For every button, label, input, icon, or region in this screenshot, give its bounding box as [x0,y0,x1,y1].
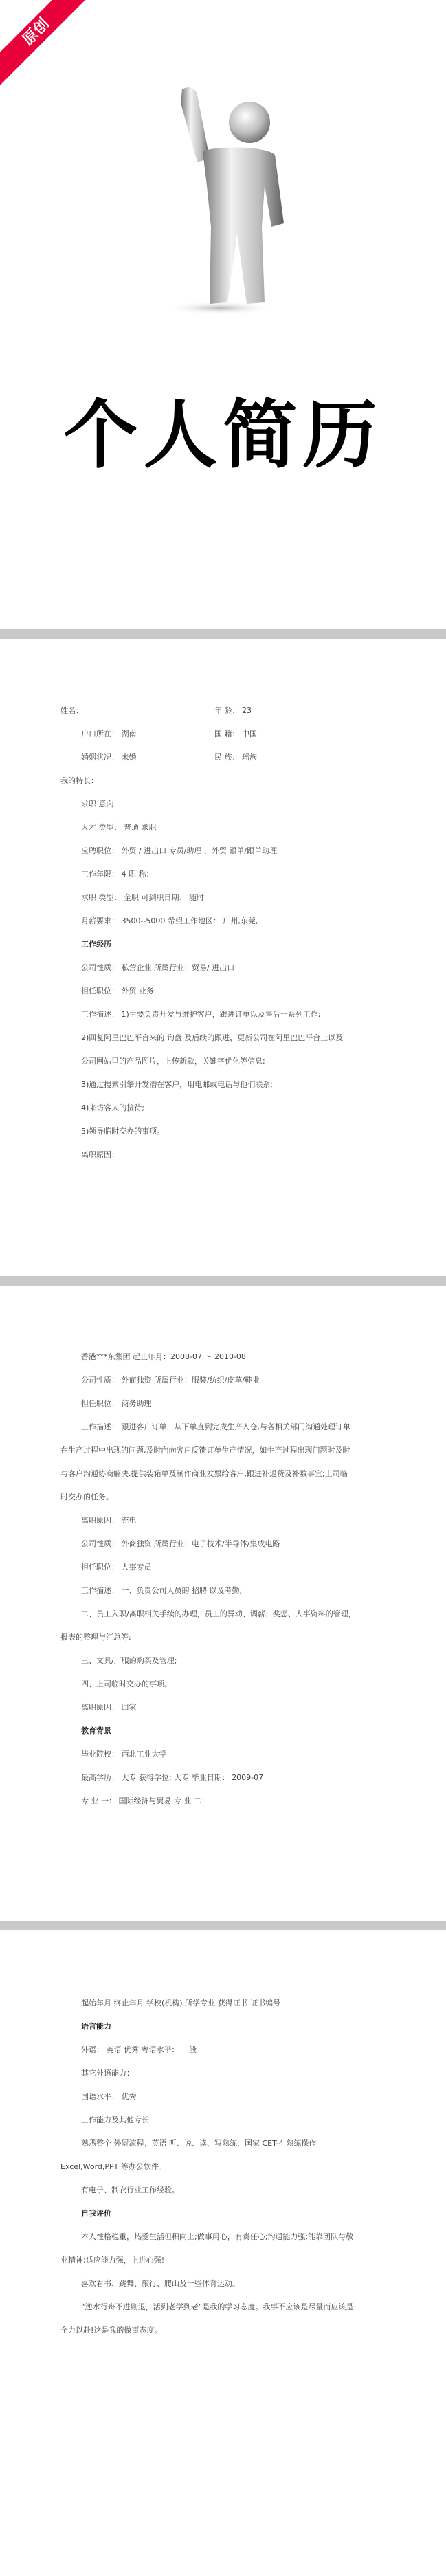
name-label: 姓名： [60,706,83,715]
section-divider [0,1921,446,1930]
job-desc-line: 时交办的任务。 [60,1493,113,1501]
job-type-field: 求职 类型： 全职 可到职日期： 随时 [81,893,204,902]
self-evaluation-line: 喜欢看书、跳舞、旅行、爬山及一些体育运动。 [81,2279,240,2288]
job-desc-line: 2)回复阿里巴巴平台来的 询盘 及后续的跟进，更新公司在阿里巴巴平台上以及 [81,1033,344,1042]
language-heading: 语言能力 [81,2022,111,2031]
section-divider [0,629,446,639]
job-desc-line: 3)通过搜索引擎开发潜在客户，用电邮或电话与他们联系; [81,1080,273,1089]
nationality-field: 国 籍： 中国 [214,729,257,738]
talent-type-field: 人才 类型： 普通 求职 [81,823,157,832]
position-field: 应聘职位： 外贸 / 进出口 专员/助理 ，外贸 跟单/跟单助理 [81,846,278,855]
leave-reason-field: 离职原因： 回家 [81,1703,137,1712]
job-desc-line: 工作描述： 1)主要负责开发与维护客户，跟进订单以及售后一系列工作; [81,1010,321,1019]
self-evaluation-heading: 自我评价 [81,2209,111,2218]
job-desc-line: 四、上司临时交办的事项。 [81,1680,172,1688]
self-evaluation-line: 业精神;适应能力强，上进心强! [60,2256,165,2265]
company-type-field: 公司性质： 外商独资 所属行业：服装/纺织/皮革/鞋业 [81,1376,260,1385]
self-evaluation-line: 全力以赴!这是我的做事态度。 [60,2326,162,2335]
job-desc-line: 三、文具/厂服的购买及管理; [81,1656,177,1665]
intent-heading: 求职 意向 [81,800,114,808]
self-evaluation-line: “逆水行舟不进则退，活到老学到老”是我的学习态度。我事不应该是尽量而应该是 [81,2302,354,2311]
job-desc-line: 二、员工入职/离职相关手续的办理，员工的异动、调薪、奖惩、人事资料的管理， [81,1609,356,1618]
company-type-field: 公司性质： 外商独资 所属行业：电子技术/半导体/集成电路 [81,1539,280,1548]
section-divider [0,1276,446,1286]
job-desc-line: 工作描述： 跟进客户订单，从下单直到完成生产入仓,与各相关部门沟通处理订单 [81,1422,350,1431]
degree-field: 最高学历： 大专 获得学位: 大专 毕业日期： 2009-07 [81,1773,264,1782]
job-desc-line: 4)来访客人的接待; [81,1103,144,1112]
leave-reason-field: 离职原因： 充电 [81,1516,137,1525]
skills-line: 有电子、制衣行业工作经验。 [81,2186,179,2194]
salary-field: 月薪要求： 3500--5000 希望工作地区： 广州,东莞, [81,916,258,925]
education-heading: 教育背景 [81,1726,111,1735]
age-field: 年 龄： 23 [214,706,252,715]
marital-field: 婚姻状况： 未婚 [81,753,137,762]
leave-reason-field: 离职原因： [81,1150,119,1159]
job-desc-line: 与客户沟通协商解决.提供装箱单及制作商业发票给客户,跟进补退货及补数事宜;上司临 [60,1469,348,1478]
company-name-field: 香港***东集团 起止年月：2008-07 ～ 2010-08 [81,1352,246,1361]
skills-line: Excel,Word,PPT 等办公软件。 [60,2162,166,2171]
job-title-field: 担任职位： 商务助理 [81,1399,152,1408]
original-badge: 原创 [0,0,91,87]
hukou-field: 户口所在： 湖南 [81,729,137,738]
job-desc-line: 工作描述： 一、负责公司人员的 招聘 以及考勤; [81,1586,243,1595]
job-desc-line: 5)领导临时交办的事项。 [81,1127,165,1136]
work-history-heading: 工作经历 [81,940,111,949]
foreign-language-field: 外语： 英语 优秀 粤语水平： 一般 [81,2045,197,2054]
years-field: 工作年限： 4 职 称： [81,870,154,879]
specialty-field: 我的特长： [60,776,98,785]
ethnic-field: 民 族： 瑶族 [214,753,257,762]
job-title-field: 担任职位： 外贸 业务 [81,987,154,995]
self-evaluation-line: 本人性格稳重，热爱生活但积向上;做事用心，有责任心;沟通能力强;能靠团队与敬 [81,2232,354,2241]
cover-title: 个人简历 [63,393,383,478]
major-field: 专 业 一： 国际经济与贸易 专 业 二： [81,1796,209,1805]
training-header: 起始年月 终止年月 学校(机构) 所学专业 获得证书 证书编号 [81,1999,281,2007]
skills-line: 熟悉整个 外贸流程；英语 听、说、读、写熟练，国家 CET-4 熟练操作 [81,2139,317,2148]
skills-heading: 工作能力及其他专长 [81,2115,149,2124]
job-desc-line: 在生产过程中出现的问题,及时向向客户反馈订单生产情况，如生产过程出现问题时及时 [60,1446,350,1455]
school-field: 毕业院校： 西北工业大学 [81,1750,167,1759]
mandarin-field: 国语水平： 优秀 [81,2092,137,2101]
job-title-field: 担任职位： 人事专员 [81,1563,152,1572]
job-desc-line: 报表的整理与汇总等; [60,1633,131,1642]
other-language-field: 其它外语能力： [81,2069,134,2078]
company-type-field: 公司性质： 私营企业 所属行业：贸易/ 进出口 [81,963,235,972]
job-desc-line: 公司网站里的产品图片，上传新款，关键字优化等信息; [81,1057,265,1066]
person-figure-illustration [161,82,292,316]
